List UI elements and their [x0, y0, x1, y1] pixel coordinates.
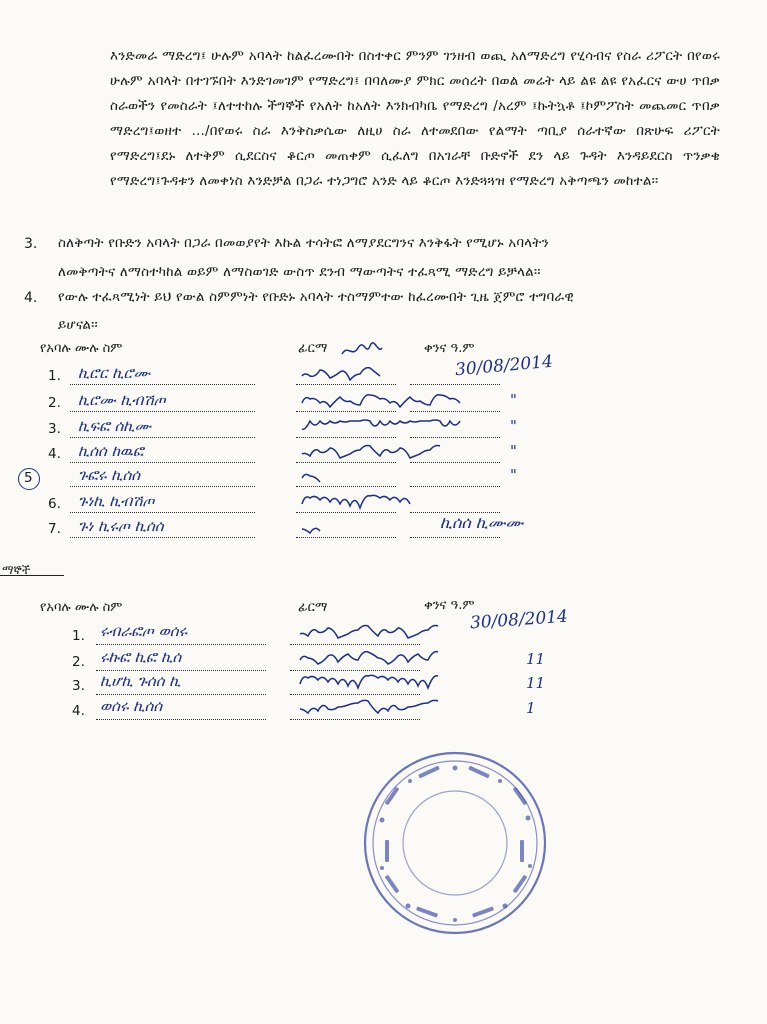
date-ditto-mark: 11 — [526, 650, 546, 668]
name-underline — [70, 437, 255, 438]
row-number: 1. — [48, 368, 61, 384]
date-underline — [410, 462, 500, 463]
date-ditto-mark: " — [510, 417, 517, 435]
item-line: ለመቅጣትና ለማስተካከል ወይም ለማስወገድ ውስጥ ደንብ ማውጣትና ተፈጻሚ ማድረግ ይቻላል፡፡ — [58, 264, 541, 280]
item-line: ስለቅጣት የቡድን አባላት በጋራ በመወያየት እኩል ተሳትፎ ለማያደርግንና እንቅፋት የሚሆኑ አባላትን — [58, 235, 549, 251]
item-number: 3. — [24, 236, 38, 252]
signature-column-header: ፊርማ — [298, 600, 328, 615]
signature-scribble — [298, 646, 448, 670]
date-underline — [410, 384, 500, 385]
member-name: ኪሮር ኪሮሙ — [78, 364, 151, 382]
row-number: 2. — [48, 395, 61, 411]
row-number: 7. — [48, 521, 61, 537]
member-name: ሩኩፎ ኪፎ ኪሰ — [100, 648, 182, 666]
item-number: 4. — [24, 290, 38, 306]
signature-scribble — [298, 620, 448, 644]
signature-scribble — [300, 389, 470, 413]
name-underline — [70, 462, 255, 463]
row-number: 3. — [72, 678, 85, 694]
signature-scribble — [300, 490, 420, 514]
name-underline — [70, 411, 255, 412]
member-name: ሩብራፎጦ ወሰሩ — [100, 622, 188, 640]
date-underline — [410, 486, 500, 487]
member-name: ጉነኪ ኪብሽጦ — [78, 492, 155, 510]
name-column-header: የአባሉ ሙሉ ስም — [40, 600, 123, 615]
row-number: 4. — [48, 446, 61, 462]
official-stamp-seal-icon — [360, 748, 550, 938]
signature-underline — [290, 719, 420, 720]
name-underline — [70, 486, 255, 487]
handwritten-extra-name: ኪሰሰ ኪሙሙ — [440, 513, 524, 532]
date-column-header: ቀንና ዓ.ም — [424, 341, 475, 356]
name-underline — [96, 644, 266, 645]
date-ditto-mark: " — [510, 391, 517, 409]
date-ditto-mark: 11 — [526, 674, 546, 692]
signature-scribble — [340, 340, 384, 362]
signature-scribble — [298, 670, 448, 694]
name-underline — [96, 719, 266, 720]
name-underline — [70, 537, 255, 538]
contract-paragraph: እንድመራ ማድረግ፤ ሁሉም አባላት ከልፈረሙበት በስተቀር ምንም ገንዘብ ወጪ አለማድረግ የሂሳብና የስራ ሪፖርት በየወሩ ሁሉም አባላት በተገኙበት እንድገመገም የማድረግ፤ በባለሙያ ምክር መሰረት በወል መሬት ላይ ልዩ ልዩ የአፈርና ውሀ ጥበቃ ስራወችን የመስራት ፤ለተተከሉ ችግኞች የአለት ከአለት እንክብካቤ የማድረግ /አረም ፤ኩትኳቶ ፤ኮምፖስት መጨመር ጥበቃ ማድረግ፤ወዘተ .../በየወሩ ስራ እንቅስቃሴው ለዚሀ ስራ ለተመደበው የልማት ጣቢያ ሰራተኛው በጽሁፍ ሪፖርት የማድረግ፤ደኑ ለተቅም ሲደርስና ቆርጦ መጠቀም ሲፈለግ በአገራቸ ቡድኖች ደን ላይ ጉዳት እንዳይደርስ ጥንቃቄ የማድረግ፤ጉዳቱን ለመቀነስ እንድቻል በጋራ ተነጋግሮ አንድ ላይ ቆርጦ እንድጓጓዝ የማድረግ አቅጣጫን መከተል፡፡ — [110, 48, 720, 189]
row-number: 1. — [72, 628, 85, 644]
name-underline — [96, 694, 266, 695]
name-underline — [70, 384, 255, 385]
date-ditto-mark: " — [510, 466, 517, 484]
handwritten-date: 30/08/2014 — [454, 351, 554, 381]
section-label: ማኞች — [2, 563, 31, 577]
row-number: 6. — [48, 496, 61, 512]
row-number: 3. — [48, 421, 61, 437]
member-name: ወሰሩ ኪሰሰ — [100, 697, 163, 715]
signature-scribble — [300, 362, 392, 386]
signature-underline — [290, 644, 420, 645]
signature-column-header: ፊርማ — [298, 341, 328, 356]
member-name: ጉነ ኪሩጦ ኪሰሰ — [78, 517, 164, 535]
item-line: የውሉ ተፈጻሚነት ይህ የውል ስምምነት የቡድኑ አባላት ተስማምተው ከፈረሙበት ጊዜ ጀምሮ ተግባራዊ — [58, 289, 574, 305]
name-underline — [96, 670, 266, 671]
handwritten-date: 30/08/2014 — [469, 606, 569, 634]
row-number: 2. — [72, 654, 85, 670]
name-column-header: የአባሉ ሙሉ ስም — [40, 341, 123, 356]
signature-scribble — [300, 415, 470, 439]
date-ditto-mark: " — [510, 442, 517, 460]
date-underline — [410, 437, 500, 438]
item-line: ይሆናል፡፡ — [58, 317, 98, 333]
member-name: ኪሰሰ ከዉፎ — [78, 442, 144, 460]
member-name: ኪሆኪ ጉሰሰ ኪ — [100, 672, 181, 690]
signature-scribble — [300, 515, 330, 539]
member-name: ጉፎሩ ኪሰሰ — [78, 466, 141, 484]
member-name: ኪሮሙ ኪብሽጦ — [78, 391, 166, 409]
signature-scribble — [300, 464, 328, 488]
signature-scribble — [300, 440, 450, 464]
date-ditto-mark: 1 — [526, 699, 536, 717]
row-number: 5 — [24, 470, 33, 486]
name-underline — [70, 512, 255, 513]
date-underline — [410, 411, 500, 412]
date-underline — [410, 537, 500, 538]
signature-scribble — [298, 695, 448, 719]
member-name: ኪፍፎ ሰኪሙ — [78, 417, 152, 435]
section-divider — [0, 575, 64, 576]
date-column-header: ቀንና ዓ.ም — [424, 598, 475, 613]
row-number: 4. — [72, 703, 85, 719]
